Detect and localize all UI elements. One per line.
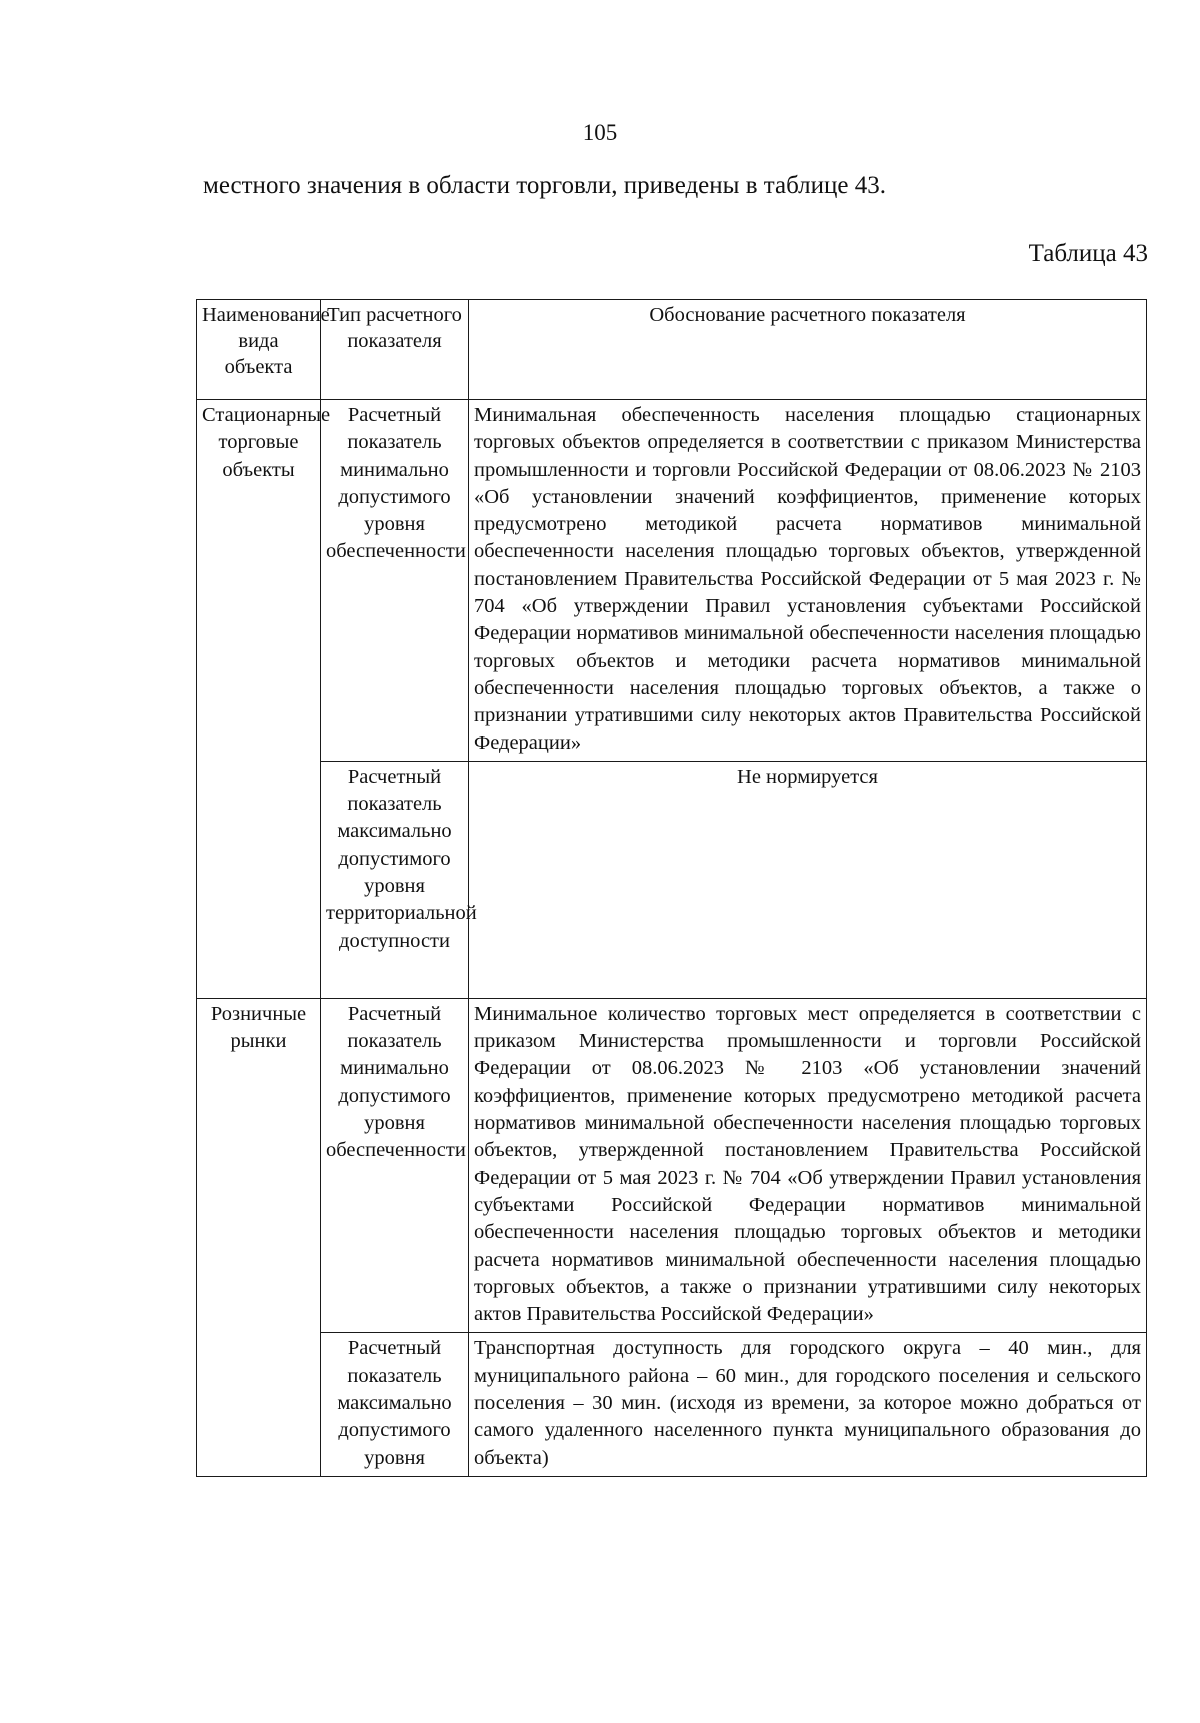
- table-body: [197, 400, 1147, 1477]
- intro-text: местного значения в области торговли, приведены в таблице 43.: [203, 172, 887, 199]
- header-indicator-type: Тип расчетного показателя: [321, 300, 469, 400]
- table-row: [197, 998, 1147, 1333]
- justification-cell-not-regulated: Не нормируется: [469, 761, 1147, 998]
- table-row: [197, 1333, 1147, 1476]
- indicator-type-cell: Расчетный показатель максимально допустимого уровня: [321, 1333, 469, 1476]
- justification-cell: Транспортная доступность для городского округа – 40 мин., для муниципального района – 60 мин., для городского поселения и сельского поселения – 30 мин. (исходя из времени, за которое можно добраться от самого удаленного населенного пункта муниципального образования до объекта): [469, 1333, 1147, 1476]
- table-row: [197, 761, 1147, 998]
- justification-cell: Минимальное количество торговых мест определяется в соответствии с приказом Министерства промышленности и торговли Российской Федерации от 08.06.2023 № 2103 «Об установлении значений коэффициентов, применение которых предусмотрено методикой расчета нормативов минимальной обеспеченности населения площадью торговых объектов, утвержденной постановлением Правительства Российской Федерации от 5 мая 2023 г. № 704 «Об утверждении Правил установления субъектами Российской Федерации нормативов минимальной обеспеченности населения площадью торговых объектов и методики расчета нормативов минимальной обеспеченности населения площадью торговых объектов, а также о признании утратившими силу некоторых актов Правительства Российской Федерации»: [469, 998, 1147, 1333]
- indicator-type-cell: Расчетный показатель минимально допустимого уровня обеспеченности: [321, 400, 469, 762]
- header-object-type: Наименование вида объекта: [197, 300, 321, 400]
- table-header: [197, 300, 1147, 400]
- object-cell-stationary: Стационарные торговые объекты: [197, 400, 321, 999]
- object-cell-retail-markets: Розничные рынки: [197, 998, 321, 1476]
- header-row: [197, 300, 1147, 400]
- table-caption: Таблица 43: [1028, 240, 1148, 267]
- justification-cell: Минимальная обеспеченность населения площадью стационарных торговых объектов определяется в соответствии с приказом Министерства промышленности и торговли Российской Федерации от 08.06.2023 № 2103 «Об установлении значений коэффициентов, применение которых предусмотрено методикой расчета нормативов минимальной обеспеченности населения площадью торговых объектов, утвержденной постановлением Правительства Российской Федерации от 5 мая 2023 г. № 704 «Об утверждении Правил установления субъектами Российской Федерации нормативов минимальной обеспеченности населения площадью торговых объектов и методики расчета нормативов минимальной обеспеченности населения площадью торговых объектов, а также о признании утратившими силу некоторых актов Правительства Российской Федерации»: [469, 400, 1147, 762]
- indicator-type-cell: Расчетный показатель минимально допустимого уровня обеспеченности: [321, 998, 469, 1333]
- table-row: [197, 400, 1147, 762]
- header-justification: Обоснование расчетного показателя: [469, 300, 1147, 400]
- page-number: 105: [582, 120, 618, 145]
- standards-table: [196, 299, 1147, 1477]
- indicator-type-cell: Расчетный показатель максимально допустимого уровня территориальной доступности: [321, 761, 469, 998]
